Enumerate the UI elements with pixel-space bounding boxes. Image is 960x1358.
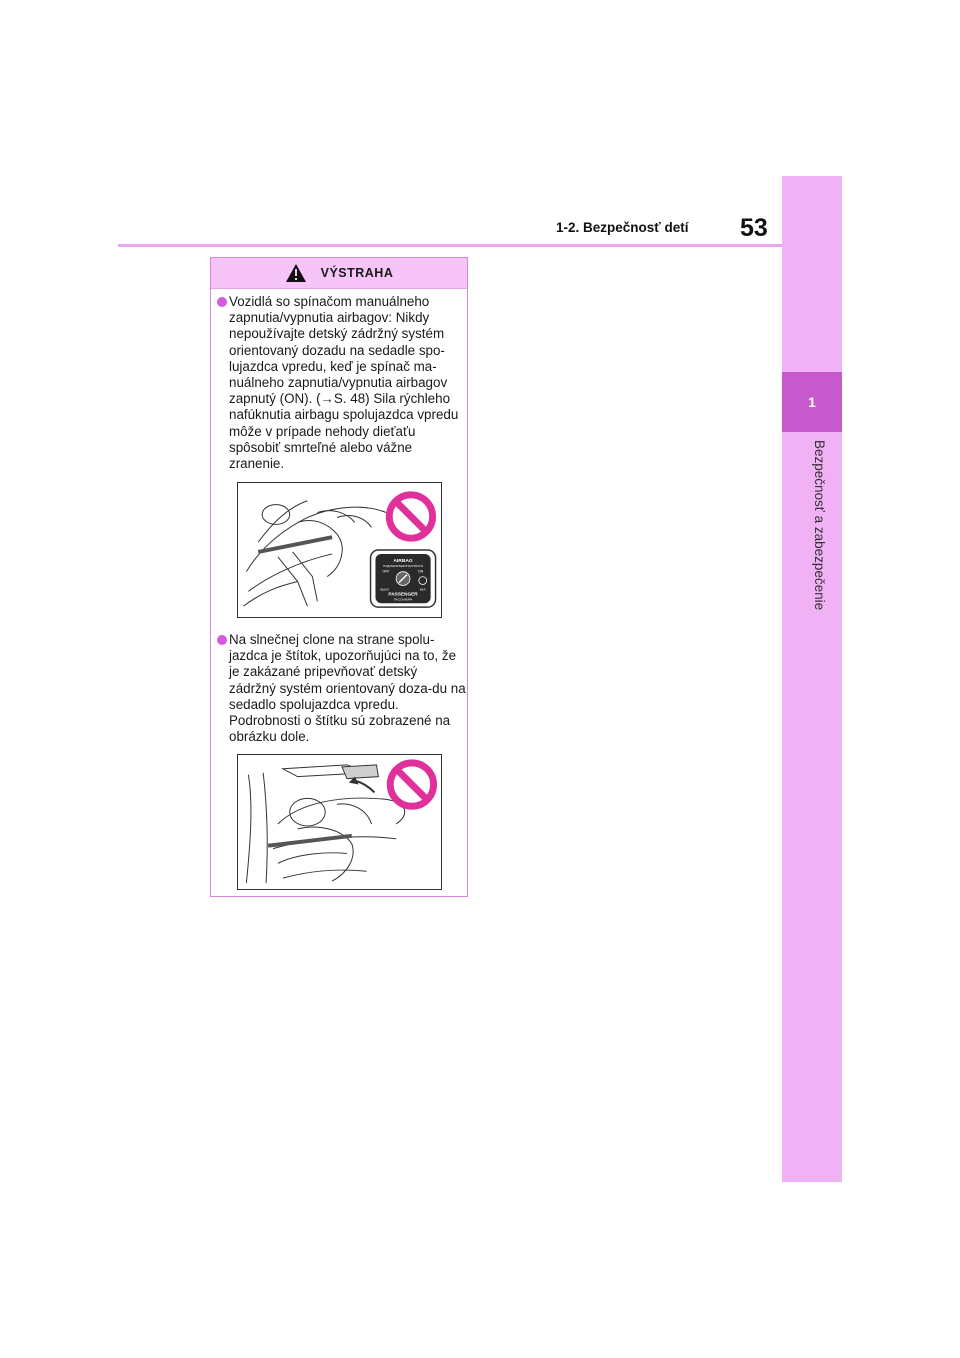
- switch-off-sub-label: ВЫКЛ: [380, 587, 389, 592]
- illustration-airbag-switch: [238, 483, 441, 617]
- warning-item-text: Na slnečnej clone na strane spolu-jazdca je štítok, upozorňujúci na to, že je zakázané pripevňovať detský zádržný systém orientovaný doza-du na sedadlo spolujazdca vpredu. Podrobnosti o štítku sú zobrazené na obrázku dole.: [229, 632, 466, 745]
- chapter-number: 1: [808, 394, 816, 410]
- chapter-title: Bezpečnosť a zabezpečenie: [812, 440, 827, 611]
- switch-on-label: ON: [417, 569, 424, 574]
- bullet-icon: [217, 297, 227, 307]
- figure-rear-facing-seat-airbag-switch: [237, 482, 442, 618]
- section-title: 1-2. Bezpečnosť detí: [556, 220, 689, 235]
- warning-triangle-icon: [285, 263, 307, 283]
- header-rule: [118, 244, 782, 247]
- illustration-sun-visor: [238, 755, 441, 889]
- warning-header: [211, 258, 467, 289]
- switch-off-label: OFF: [382, 569, 390, 574]
- switch-on-sub-label: ВКЛ: [419, 587, 426, 592]
- warning-box: [210, 257, 468, 897]
- figure-sun-visor-label: [237, 754, 442, 890]
- chapter-side-tab: [782, 176, 842, 1182]
- warning-title: VÝSTRAHA: [320, 266, 394, 280]
- bullet-icon: [217, 635, 227, 645]
- warning-item-text: Vozidlá so spínačom manuálneho zapnutia/vypnutia airbagov: Nikdy nepoužívajte detský zádržný systém orientovaný dozadu na sedadle spo-lujazdca vpredu, keď je spínač ma-nuálneho zapnutia/vypnutia airbagov zapnutý (ON). (→S. 48) Sila rýchleho nafúknutia airbagu spolujazdca vpredu môže v prípade nehody dieťaťu spôsobiť smrteľné alebo vážne zranenie.: [229, 294, 459, 472]
- warning-item: [217, 294, 467, 472]
- page-number: 53: [740, 214, 768, 242]
- switch-label-sub-bottom: ПАССАЖИРА: [393, 597, 413, 602]
- switch-label-bottom: PASSENGER: [388, 592, 418, 598]
- switch-label-top: AIRBAG: [393, 558, 413, 564]
- warning-item: [217, 632, 467, 745]
- switch-label-sub-top: ПОДУШКИ БЕЗОПАСНОСТИ: [383, 563, 423, 568]
